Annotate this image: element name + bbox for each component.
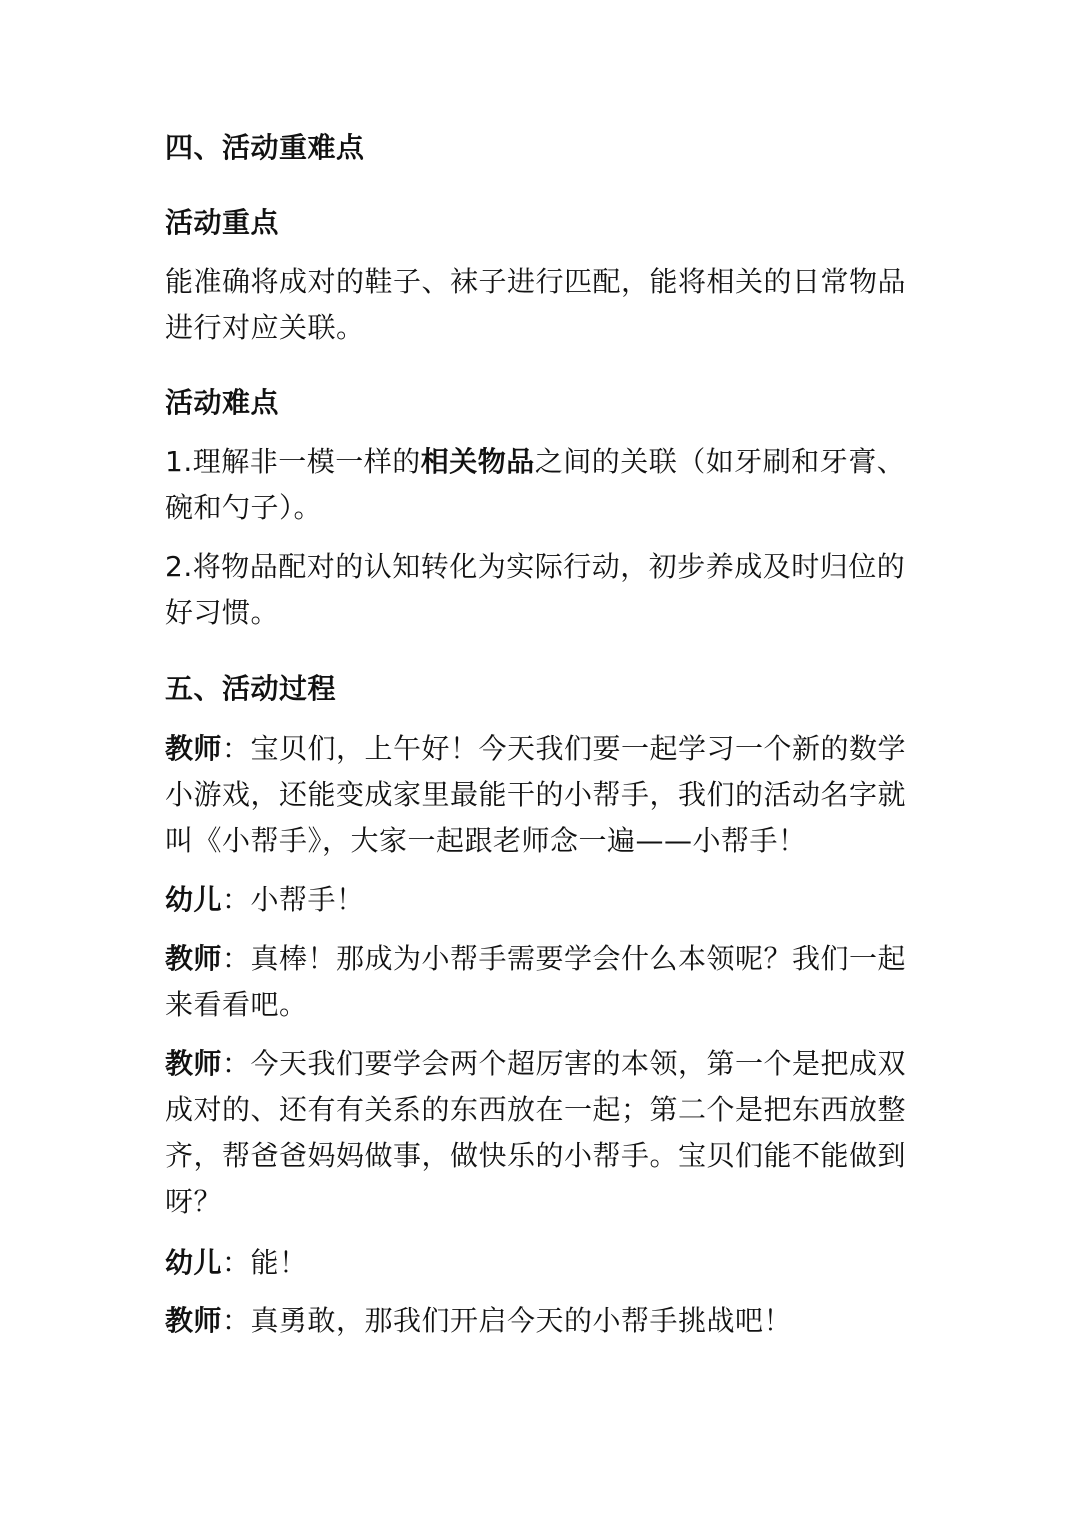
difficulty-item-1-before: 1.理解非一模一样的 <box>165 445 421 478</box>
speaker-colon: ： <box>222 732 251 765</box>
speaker-colon: ： <box>222 1246 251 1279</box>
speaker-colon: ： <box>222 942 251 975</box>
dialogue-text: 能！ <box>250 1246 308 1279</box>
difficulty-item-2: 2.将物品配对的认知转化为实际行动，初步养成及时归位的好习惯。 <box>165 550 906 629</box>
difficulties-heading: 活动难点 <box>165 386 280 419</box>
dialogue-text: 真棒！那成为小帮手需要学会什么本领呢？我们一起来看看吧。 <box>165 942 907 1021</box>
speaker-colon: ： <box>222 1304 251 1337</box>
dialogue-line <box>165 726 925 864</box>
difficulty-item-1-emphasis: 相关物品 <box>420 445 535 478</box>
dialogue-line <box>165 1240 925 1286</box>
speaker-name: 幼儿 <box>165 1246 223 1279</box>
section-4-title: 四、活动重难点 <box>165 131 365 164</box>
dialogue-text: 今天我们要学会两个超厉害的本领，第一个是把成双成对的、还有有关系的东西放在一起；第二个是把东西放整齐，帮爸爸妈妈做事，做快乐的小帮手。宝贝们能不能做到呀？ <box>165 1047 907 1218</box>
key-points-heading: 活动重点 <box>165 206 280 239</box>
dialogue-line <box>165 877 925 923</box>
difficulty-item-1 <box>165 439 925 531</box>
speaker-name: 教师 <box>165 942 223 975</box>
dialogue-text: 真勇敢，那我们开启今天的小帮手挑战吧！ <box>250 1304 793 1337</box>
speaker-name: 教师 <box>165 1304 223 1337</box>
dialogue-line <box>165 936 925 1028</box>
dialogue-text: 小帮手！ <box>250 883 365 916</box>
dialogue-text: 宝贝们，上午好！今天我们要一起学习一个新的数学小游戏，还能变成家里最能干的小帮手，我们的活动名字就叫《小帮手》，大家一起跟老师念一遍——小帮手！ <box>165 732 907 857</box>
dialogue-line <box>165 1298 925 1344</box>
speaker-name: 教师 <box>165 1047 223 1080</box>
difficulty-item-1-after: 之间的关联（如牙刷和牙膏、碗和勺子）。 <box>165 445 906 524</box>
section-5-title: 五、活动过程 <box>165 672 337 705</box>
key-points-text: 能准确将成对的鞋子、袜子进行匹配，能将相关的日常物品进行对应关联。 <box>165 265 907 344</box>
speaker-colon: ： <box>222 1047 251 1080</box>
dialogue-line <box>165 1041 925 1225</box>
speaker-colon: ： <box>222 883 251 916</box>
speaker-name: 幼儿 <box>165 883 223 916</box>
speaker-name: 教师 <box>165 732 223 765</box>
